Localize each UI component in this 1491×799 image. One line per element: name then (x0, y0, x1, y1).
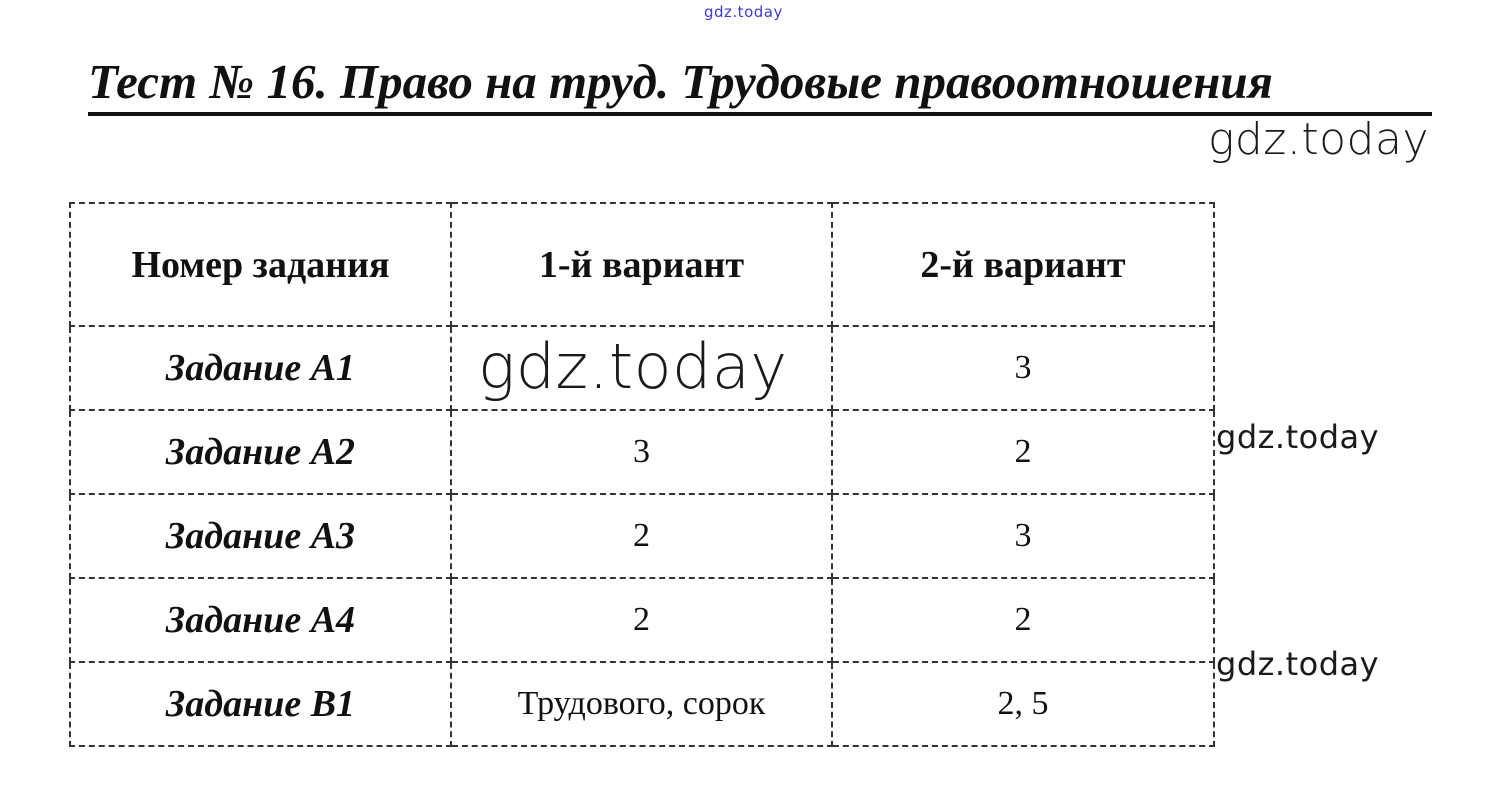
task-label: Задание А2 (70, 410, 451, 494)
variant-2-answer: 2 (832, 410, 1214, 494)
table-row (70, 494, 1214, 578)
table-row (70, 662, 1214, 746)
watermark-side-upper: gdz.today (1216, 418, 1380, 456)
page-title: Тест № 16. Право на труд. Трудовые правоотношения (88, 52, 1432, 116)
variant-1-answer: 2 (451, 578, 832, 662)
variant-2-answer: 3 (832, 326, 1214, 410)
answers-table (69, 202, 1215, 747)
variant-1-answer: 2 (451, 494, 832, 578)
task-label: Задание А1 (70, 326, 451, 410)
header-variant-2: 2-й вариант (832, 203, 1214, 326)
variant-2-answer: 2 (832, 578, 1214, 662)
task-label: Задание А3 (70, 494, 451, 578)
table-header-row (70, 203, 1214, 326)
variant-2-answer: 2, 5 (832, 662, 1214, 746)
task-label: Задание В1 (70, 662, 451, 746)
variant-1-answer: 3 (451, 410, 832, 494)
variant-1-answer: Трудового, сорок (451, 662, 832, 746)
watermark-side-lower: gdz.today (1216, 645, 1380, 683)
table-row (70, 410, 1214, 494)
table-row (70, 578, 1214, 662)
header-task-number: Номер задания (70, 203, 451, 326)
task-label: Задание А4 (70, 578, 451, 662)
watermark-top: gdz.today (704, 3, 783, 21)
header-variant-1: 1-й вариант (451, 203, 832, 326)
variant-2-answer: 3 (832, 494, 1214, 578)
watermark-under-title: gdz.today (1207, 114, 1429, 165)
watermark-over-table: gdz.today (478, 330, 788, 403)
